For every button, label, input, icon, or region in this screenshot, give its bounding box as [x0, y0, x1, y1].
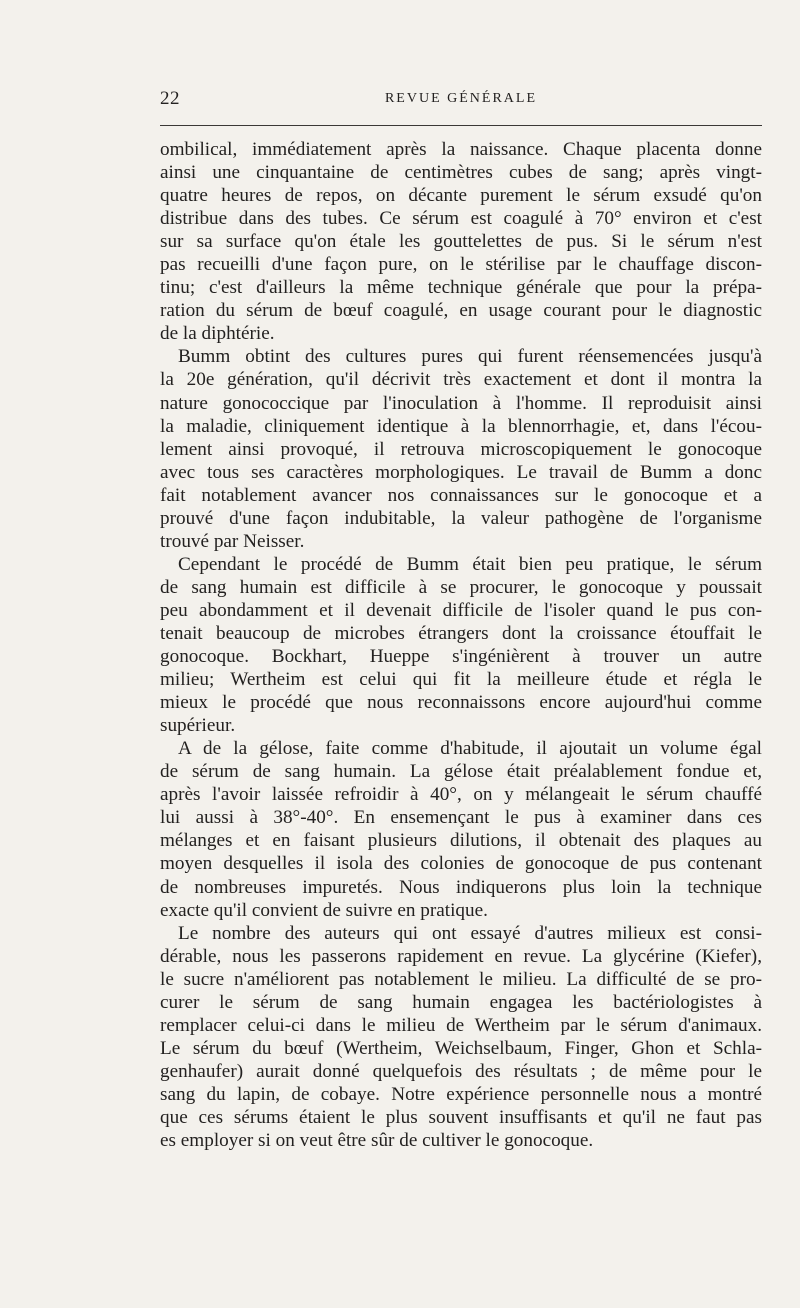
text-line: la maladie, cliniquement identique à la blennorrhagie, et, dans l'écou- [160, 415, 762, 437]
text-line: tinu; c'est d'ailleurs la même technique générale que pour la prépa- [160, 277, 762, 299]
text-line: ration du sérum de bœuf coagulé, en usage courant pour le diagnostic [160, 300, 762, 322]
text-line: lui aussi à 38°-40°. En ensemençant le pus à examiner dans ces [160, 807, 762, 829]
text-line: fait notablement avancer nos connaissances sur le gonocoque et a [160, 484, 762, 506]
text-line: dérable, nous les passerons rapidement en revue. La glycérine (Kiefer), [160, 945, 762, 967]
page-number: 22 [160, 88, 180, 109]
text-line: ainsi une cinquantaine de centimètres cubes de sang; après vingt- [160, 162, 762, 184]
text-line: quatre heures de repos, on décante purement le sérum exsudé qu'on [160, 185, 762, 207]
text-line: le sucre n'améliorent pas notablement le milieu. La difficulté de se pro- [160, 968, 762, 990]
text-line: es employer si on veut être sûr de cultiver le gonocoque. [160, 1130, 594, 1152]
text-line: ombilical, immédiatement après la naissance. Chaque placenta donne [160, 139, 762, 160]
text-line: genhaufer) aurait donné quelquefois des résultats ; de même pour le [160, 1060, 762, 1082]
text-line: A de la gélose, faite comme d'habitude, il ajoutait un volume égal [178, 738, 762, 760]
text-line: sur sa surface qu'on étale les gouttelettes de pus. Si le sérum n'est [160, 231, 762, 253]
text-line: de sérum de sang humain. La gélose était préalablement fondue et, [160, 761, 762, 783]
text-line: supérieur. [160, 715, 236, 737]
text-line: gonocoque. Bockhart, Hueppe s'ingénièrent à trouver un autre [160, 646, 762, 668]
text-line: tenait beaucoup de microbes étrangers dont la croissance étouffait le [160, 622, 762, 644]
text-line: moyen desquelles il isola des colonies de gonocoque de pus contenant [160, 853, 762, 875]
page-header [160, 88, 762, 112]
text-line: Cependant le procédé de Bumm était bien peu pratique, le sérum [178, 553, 762, 575]
text-line: prouvé d'une façon indubitable, la valeur pathogène de l'organisme [160, 507, 762, 529]
text-line: de sang humain est difficile à se procurer, le gonocoque y poussait [160, 576, 762, 598]
text-line: Le nombre des auteurs qui ont essayé d'autres milieux est consi- [178, 922, 762, 944]
text-line: Le sérum du bœuf (Wertheim, Weichselbaum, Finger, Ghon et Schla- [160, 1037, 762, 1059]
text-line: de nombreuses impuretés. Nous indiquerons plus loin la technique [160, 876, 762, 898]
text-line: mélanges et en faisant plusieurs dilutions, il obtenait des plaques au [160, 830, 762, 852]
text-line: peu abondamment et il devenait difficile de l'isoler quand le pus con- [160, 599, 762, 621]
text-line: avec tous ses caractères morphologiques. Le travail de Bumm a donc [160, 461, 762, 483]
text-line: nature gonococcique par l'inoculation à l'homme. Il reproduisit ainsi [160, 392, 762, 414]
text-line: curer le sérum de sang humain engagea les bactériologistes à [160, 991, 762, 1013]
text-line: après l'avoir laissée refroidir à 40°, on y mélangeait le sérum chauffé [160, 784, 762, 806]
text-line: de la diphtérie. [160, 323, 275, 345]
text-line: Bumm obtint des cultures pures qui furent réensemencées jusqu'à [178, 346, 762, 368]
text-line: sang du lapin, de cobaye. Notre expérience personnelle nous a montré [160, 1083, 762, 1105]
text-line: trouvé par Neisser. [160, 530, 305, 552]
text-line: milieu; Wertheim est celui qui fit la meilleure étude et régla le [160, 669, 762, 691]
text-line: lement ainsi provoqué, il retrouva microscopiquement le gonocoque [160, 438, 762, 460]
text-line: pas recueilli d'une façon pure, on le stérilise par le chauffage discon- [160, 254, 762, 276]
header-rule [160, 125, 762, 126]
body-text [160, 138, 762, 1152]
running-title: REVUE GÉNÉRALE [384, 91, 538, 106]
text-line: mieux le procédé que nous reconnaissons encore aujourd'hui comme [160, 692, 762, 714]
text-line: distribue dans des tubes. Ce sérum est coagulé à 70° environ et c'est [160, 208, 762, 230]
text-line: la 20e génération, qu'il décrivit très exactement et dont il montra la [160, 369, 762, 391]
text-line: exacte qu'il convient de suivre en pratique. [160, 899, 488, 921]
text-line: que ces sérums étaient le plus souvent insuffisants et qu'il ne faut pas [160, 1106, 762, 1128]
text-line: remplacer celui-ci dans le milieu de Wertheim par le sérum d'animaux. [160, 1014, 762, 1036]
